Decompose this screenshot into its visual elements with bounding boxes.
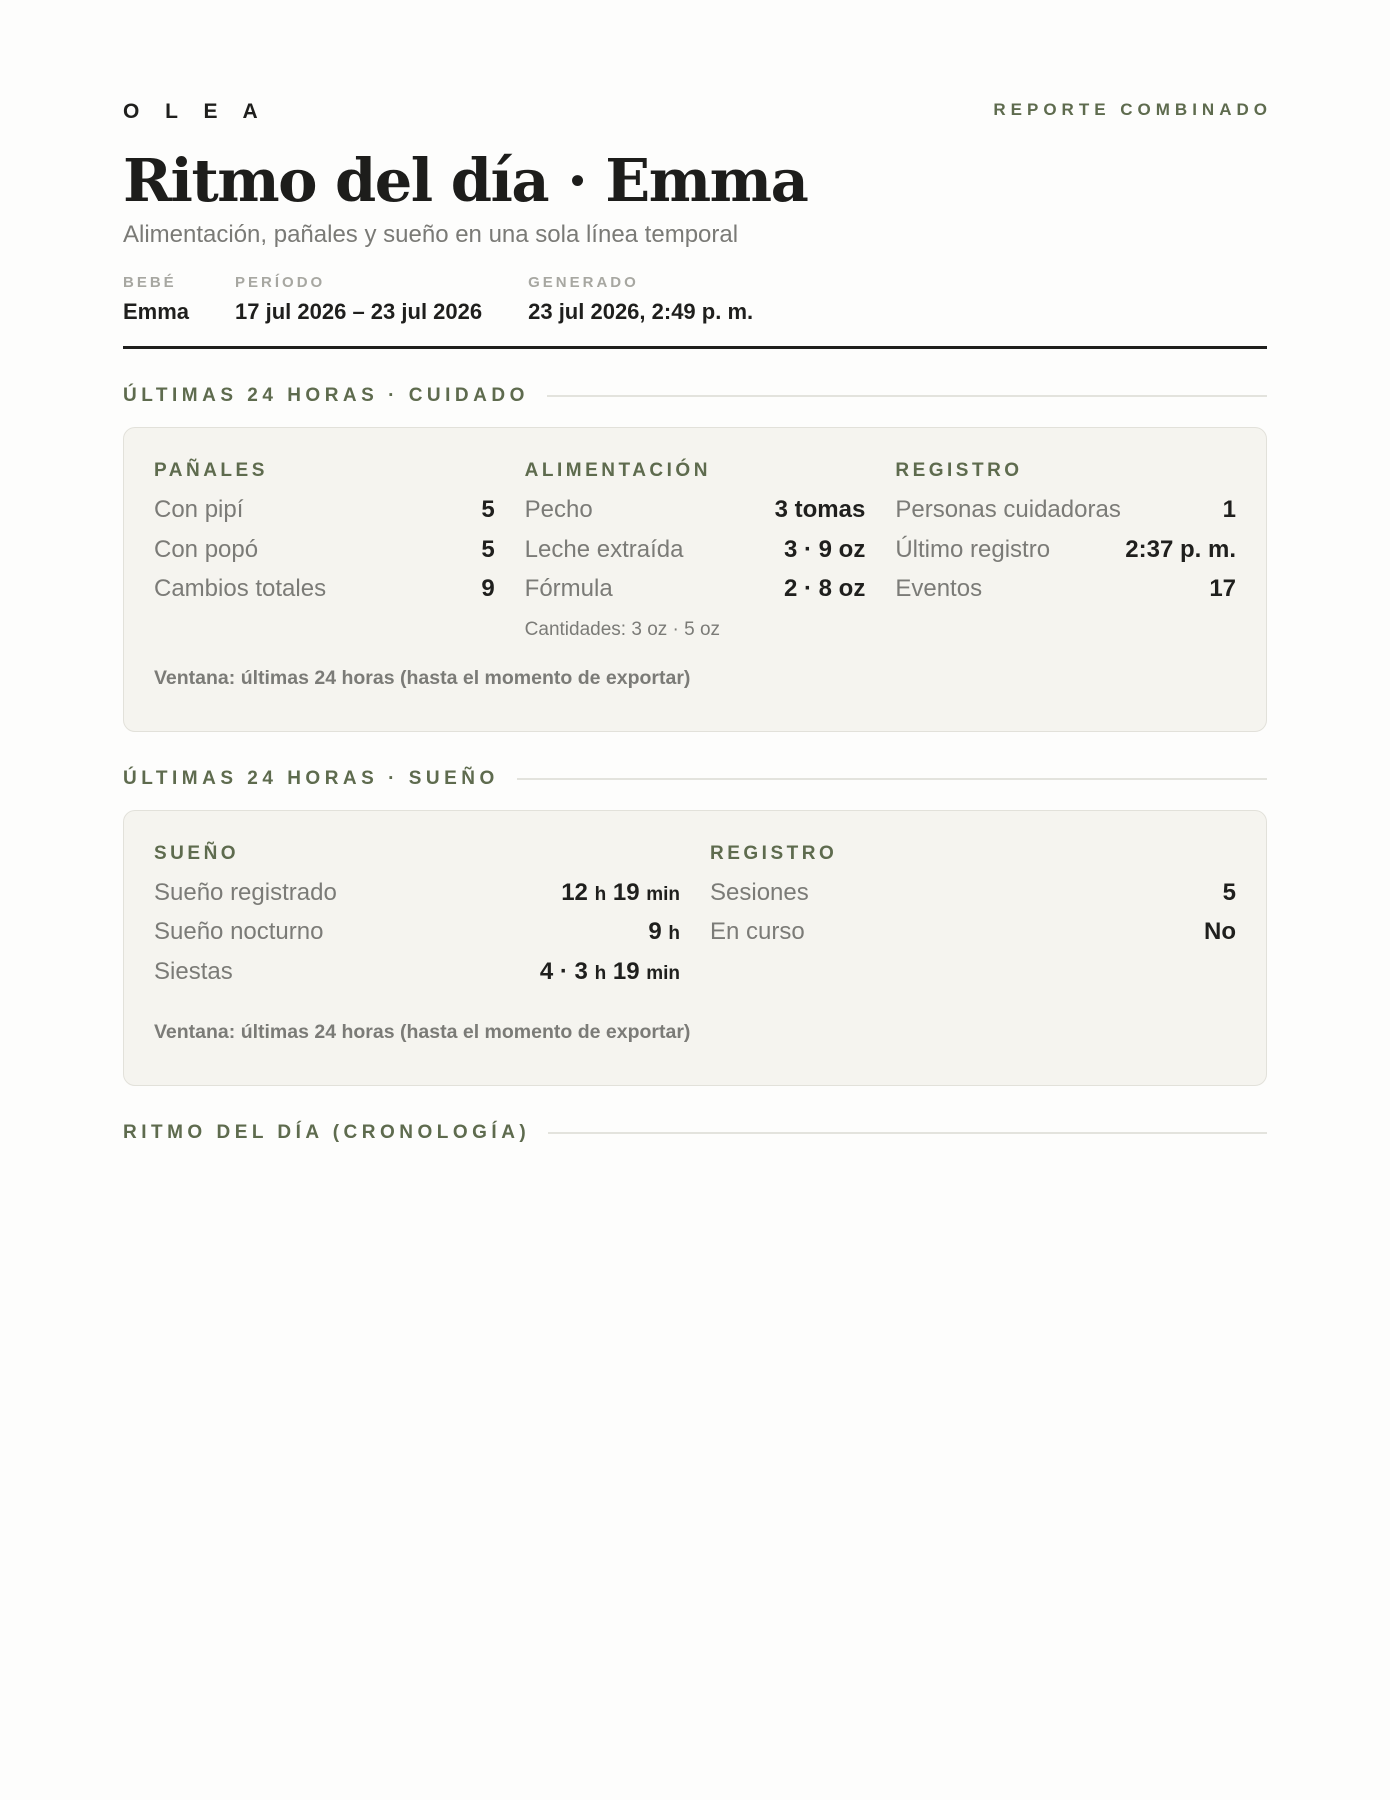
meta-baby: [123, 274, 189, 326]
header-divider: [123, 346, 1267, 349]
stat-row: [525, 536, 866, 576]
stat-value: 2 · 8 oz: [783, 575, 866, 602]
stat-value: 3 tomas: [774, 496, 866, 523]
stat-row: [525, 575, 866, 615]
section-divider: [548, 1132, 1267, 1134]
stat-value: 9: [481, 575, 495, 602]
stat-label: Pecho: [524, 496, 593, 523]
stat-row: [154, 918, 680, 958]
stat-label: Con pipí: [154, 496, 244, 523]
care-log-heading: REGISTRO: [895, 460, 1023, 481]
stat-label: Sueño nocturno: [154, 918, 324, 945]
stat-label: Cambios totales: [154, 575, 327, 602]
care-window-note: Ventana: últimas 24 horas (hasta el momento de exportar): [154, 666, 691, 689]
feeding-heading: ALIMENTACIÓN: [524, 460, 711, 481]
stat-row: [154, 536, 495, 576]
stat-label: Con popó: [154, 535, 259, 563]
sleep-log-heading: REGISTRO: [710, 842, 838, 864]
stat-value: 3 · 9 oz: [783, 535, 866, 563]
stat-row: [895, 536, 1236, 576]
sleep-heading: SUEÑO: [154, 842, 240, 864]
page-title: Ritmo del día · Emma: [123, 146, 808, 215]
timeline-section-header: [123, 1122, 1267, 1144]
stat-value: 5: [481, 496, 495, 523]
stat-value: 12 h 19 min: [561, 878, 680, 906]
stat-label: Sesiones: [710, 878, 809, 906]
meta-period-value: 17 jul 2026 – 23 jul 2026: [235, 299, 483, 324]
feeding-column: [525, 458, 866, 643]
stat-value: 4 · 3 h 19 min: [539, 957, 680, 985]
stat-label: Sueño registrado: [154, 878, 337, 906]
stat-value: 1: [1222, 496, 1237, 523]
stat-row: [525, 496, 866, 536]
stat-row: [154, 575, 495, 615]
care-section-title: ÚLTIMAS 24 HORAS · CUIDADO: [123, 385, 529, 406]
timeline-section-title: RITMO DEL DÍA (CRONOLOGÍA): [123, 1122, 531, 1143]
stat-value: 17: [1209, 575, 1237, 602]
stat-row: [895, 575, 1236, 615]
stat-label: Eventos: [895, 575, 983, 602]
meta-baby-label: BEBÉ: [123, 274, 177, 291]
meta-period-label: PERÍODO: [235, 274, 326, 291]
stat-label: En curso: [710, 918, 805, 945]
stat-value: 2:37 p. m.: [1125, 535, 1237, 563]
meta-generated-label: GENERADO: [528, 274, 639, 291]
sleep-log-column: [710, 841, 1236, 998]
report-type-label: REPORTE COMBINADO: [993, 100, 1272, 119]
stat-value: 5: [481, 535, 495, 563]
meta-baby-value: Emma: [123, 299, 190, 324]
report-meta: [123, 274, 1267, 326]
stat-label: Siestas: [154, 957, 233, 985]
stat-value: 9 h: [648, 918, 680, 945]
stat-label: Leche extraída: [524, 535, 684, 563]
stat-row: [154, 879, 680, 919]
page-subtitle: Alimentación, pañales y sueño en una sola línea temporal: [123, 221, 739, 248]
stat-row: [895, 496, 1236, 536]
feeding-amounts-note: Cantidades: 3 oz · 5 oz: [524, 618, 721, 640]
sleep-column: [154, 841, 680, 998]
brand-logo: O L E A: [123, 100, 268, 123]
stat-value: No: [1204, 918, 1236, 945]
top-bar: [123, 100, 1272, 124]
care-log-column: [895, 458, 1236, 643]
meta-generated: [528, 274, 753, 326]
stat-row: [710, 879, 1236, 919]
sleep-summary-card: [123, 810, 1267, 1087]
meta-period: [235, 274, 482, 326]
stat-row: [154, 496, 495, 536]
diapers-column: [154, 458, 495, 643]
stat-label: Fórmula: [524, 575, 613, 602]
meta-generated-value: 23 jul 2026, 2:49 p. m.: [528, 299, 754, 324]
care-summary-card: [123, 427, 1267, 732]
care-section-header: [123, 385, 1267, 407]
sleep-section-title: ÚLTIMAS 24 HORAS · SUEÑO: [123, 767, 499, 789]
stat-label: Personas cuidadoras: [895, 496, 1121, 523]
diapers-heading: PAÑALES: [154, 460, 268, 481]
sleep-section-header: [123, 768, 1267, 790]
stat-value: 5: [1222, 878, 1236, 906]
stat-row: [154, 958, 680, 998]
sleep-window-note: Ventana: últimas 24 horas (hasta el momento de exportar): [154, 1021, 691, 1043]
section-divider: [517, 778, 1267, 780]
stat-label: Último registro: [895, 535, 1051, 563]
section-divider: [547, 395, 1267, 397]
stat-row: [710, 918, 1236, 958]
